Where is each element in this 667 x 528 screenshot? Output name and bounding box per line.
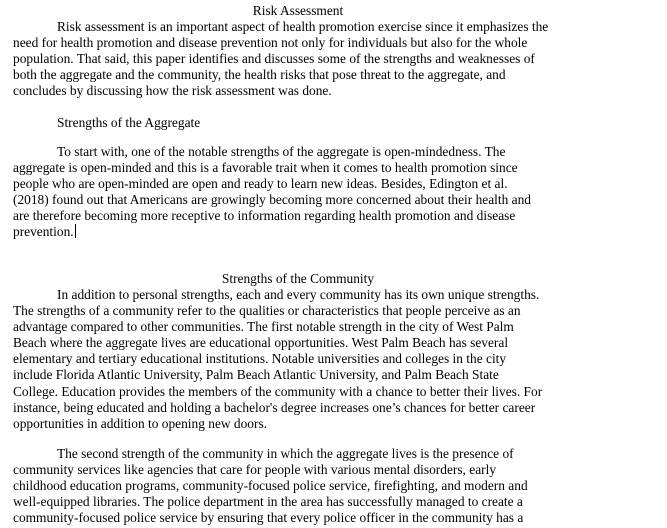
community-line: College. Education provides the members of the community with a chance to better their lives. For bbox=[13, 383, 543, 399]
intro-line: Risk assessment is an important aspect of health promotion exercise since it emphasizes the bbox=[57, 19, 549, 34]
second-strength-line: childhood education programs, community-focused police service, firefighting, and modern and bbox=[13, 478, 528, 494]
intro-line: concludes by discussing how the risk assessment was done. bbox=[13, 83, 332, 99]
community-line: instance, being educated and holding a bachelor's degree increases one’s chances for better career bbox=[13, 399, 536, 415]
aggregate-line-last bbox=[13, 224, 593, 240]
aggregate-paragraph bbox=[13, 144, 593, 241]
second-strength-line: The second strength of the community in which the aggregate lives is the presence of bbox=[57, 446, 514, 461]
heading-strengths-aggregate: Strengths of the Aggregate bbox=[57, 115, 201, 130]
community-line: The strengths of a community refer to the qualities or characteristics that people perceive as an bbox=[13, 303, 521, 319]
text-cursor bbox=[75, 224, 76, 238]
second-strength-line: community-focused police service by ensuring that every police officer in the community has a bbox=[13, 510, 524, 526]
heading-strengths-community: Strengths of the Community bbox=[221, 271, 375, 286]
community-line: Beach where the aggregate lives are educational opportunities. West Palm Beach has several bbox=[13, 335, 509, 351]
aggregate-line: people who are open-minded are open and ready to learn new ideas. Besides, Edington et al. bbox=[13, 176, 508, 192]
intro-line: need for health promotion and disease prevention not only for individuals but also for the whole bbox=[13, 35, 528, 51]
aggregate-line-text: prevention. bbox=[13, 224, 74, 240]
second-strength-line: well-equipped libraries. The police department in the area has successfully managed to create a bbox=[13, 494, 523, 510]
document-title: Risk Assessment bbox=[252, 3, 344, 18]
intro-line: population. That said, this paper identifies and discusses some of the strengths and weaknesses of bbox=[13, 51, 535, 67]
community-line: include Florida Atlantic University, Palm Beach Atlantic University, and Palm Beach State bbox=[13, 367, 499, 383]
community-line: elementary and tertiary educational institutions. Notable universities and colleges in the city bbox=[13, 351, 507, 367]
second-strength-paragraph bbox=[13, 446, 593, 526]
aggregate-line: are therefore becoming more receptive to information regarding health promotion and disease bbox=[13, 208, 516, 224]
intro-line: both the aggregate and the community, the health risks that pose threat to the aggregate, and bbox=[13, 67, 506, 83]
second-strength-line: community services like agencies that care for people with various mental disorders, early bbox=[13, 462, 497, 478]
community-line: In addition to personal strengths, each and every community has its own unique strengths. bbox=[57, 287, 540, 302]
aggregate-line: To start with, one of the notable strengths of the aggregate is open-mindedness. The bbox=[57, 144, 506, 159]
community-line: opportunities in addition to opening new doors. bbox=[13, 415, 268, 431]
aggregate-line: (2018) found out that Americans are growingly becoming more concerned about their health and bbox=[13, 192, 531, 208]
community-paragraph bbox=[13, 287, 593, 432]
intro-paragraph bbox=[13, 19, 593, 99]
aggregate-line: aggregate is open-minded and this is a favorable trait when it comes to health promotion since bbox=[13, 160, 518, 176]
community-line: advantage compared to other communities. The first notable strength in the city of West Palm bbox=[13, 319, 514, 335]
